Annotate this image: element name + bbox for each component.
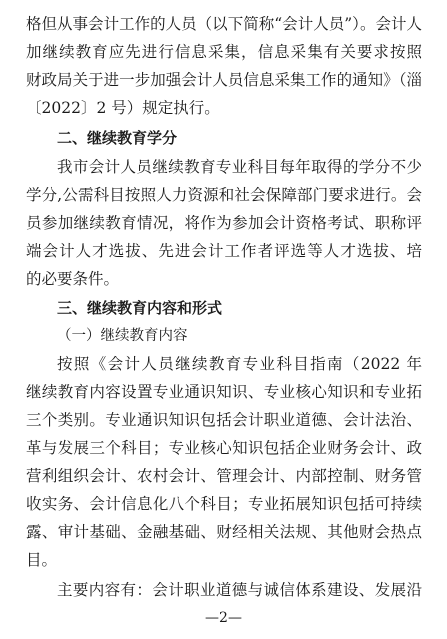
paragraph-line: 营利组织会计、农村会计、管理会计、内部控制、财务管 [26, 467, 422, 485]
subsection-heading-content: （一）继续教育内容 [57, 328, 188, 344]
paragraph-line: 学分,公需科目按照人力资源和社会保障部门要求进行。会 [26, 186, 422, 204]
paragraph-line: 加继续教育应先进行信息采集，信息采集有关要求按照 [26, 43, 422, 61]
paragraph-line: 主要内容有：会计职业道德与诚信体系建设、发展沿 [57, 581, 422, 599]
paragraph-line: 革与发展三个科目；专业核心知识包括企业财务会计、政 [26, 439, 422, 457]
page-number: —2— [205, 610, 242, 626]
paragraph-line: 端会计人才选拔、先进会计工作者评选等人才选拔、培 [26, 242, 422, 260]
paragraph-line: 〔2022〕2 号）规定执行。 [26, 99, 220, 117]
section-heading-content-form: 三、继续教育内容和形式 [57, 299, 223, 317]
paragraph-line: 的必要条件。 [26, 270, 120, 288]
paragraph-line: 收实务、会计信息化八个科目；专业拓展知识包括可持续 [26, 495, 422, 513]
paragraph-line: 财政局关于进一步加强会计人员信息采集工作的通知》（淄 [26, 71, 422, 89]
section-heading-credits: 二、继续教育学分 [57, 129, 178, 147]
paragraph-line: 按照《会计人员继续教育专业科目指南（2022 年 [57, 355, 422, 373]
paragraph-line: 员参加继续教育情况，将作为参加会计资格考试、职称评 [26, 214, 422, 232]
paragraph-line: 格但从事会计工作的人员（以下简称“会计人员”）。会计人 [26, 15, 422, 33]
paragraph-line: 三个类别。专业通识知识包括会计职业道德、会计法治、 [26, 411, 422, 429]
paragraph-line: 我市会计人员继续教育专业科目每年取得的学分不少 [57, 158, 422, 176]
paragraph-line: 继续教育内容设置专业通识知识、专业核心知识和专业拓 [26, 383, 422, 401]
paragraph-line: 露、审计基础、金融基础、财经相关法规、其他财会热点 [26, 523, 422, 541]
paragraph-line: 目。 [26, 551, 58, 569]
